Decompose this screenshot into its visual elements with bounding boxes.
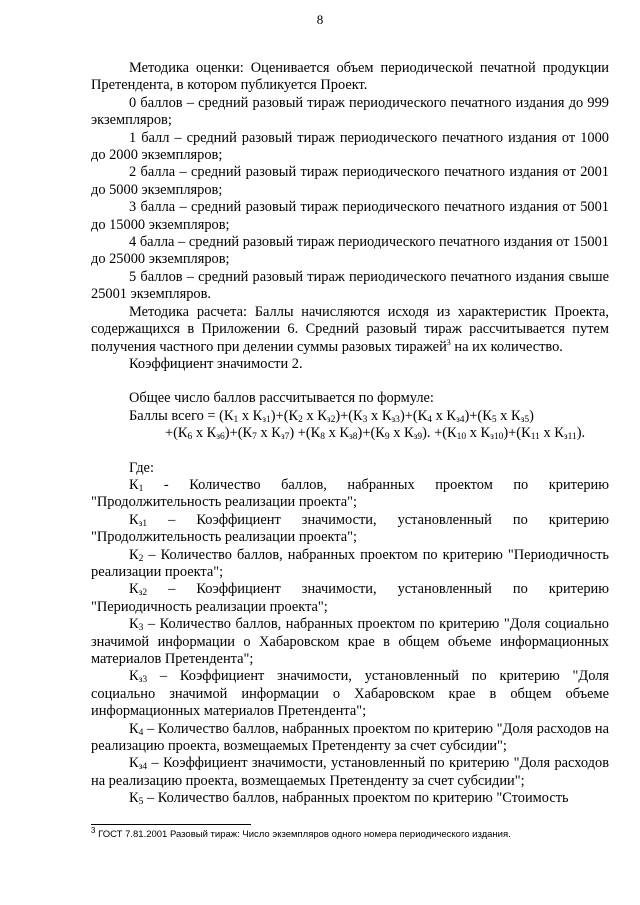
footnote-divider <box>91 824 251 825</box>
paragraph-score-2: 2 балла – средний разовый тираж периодического печатного издания от 2001 до 5000 экземпляров; <box>91 164 609 198</box>
paragraph-score-1: 1 балл – средний разовый тираж периодического печатного издания от 1000 до 2000 экземпляров; <box>91 129 609 164</box>
formula-line-1: Баллы всего = ($К_1$ x $К_{з1})+(К_2$ x $К_{з2})+(К_3$ x $К_{з3})+(К_4$ x $К_{з4})+(К_5$ x $К_{з5}$) <box>129 407 534 425</box>
criterion-kz2: $К_{з2}$ – Коэффициент значимости, установленный по критерию "Периодичность реализации проекта"; <box>91 581 609 615</box>
paragraph-score-4: 4 балла – средний разовый тираж периодического печатного издания от 15001 до 25000 экземпляров; <box>91 234 609 268</box>
criterion-k5: $К_5$ – Количество баллов, набранных проектом по критерию "Стоимость <box>129 790 569 808</box>
criterion-k1: $К_1$ - Количество баллов, набранных проектом по критерию "Продолжительность реализации проекта"; <box>91 476 609 511</box>
paragraph-coefficient: Коэффициент значимости 2. <box>129 355 303 372</box>
criterion-k4: $К_4$ – Количество баллов, набранных проектом по критерию "Доля расходов на реализацию проекта, возмещаемых Претенденту за счет субсидии"; <box>91 720 609 755</box>
criterion-k3: $К_3$ – Количество баллов, набранных проектом по критерию "Доля социально значимой информации о Хабаровском крае в общем объеме информационных материалов Претендента"; <box>91 616 609 667</box>
calculation-text-end: на их количество. <box>454 338 563 355</box>
criterion-kz3: $К_{з3}$ – Коэффициент значимости, установленный по критерию "Доля социально значимой информации о Хабаровском крае в общем объеме информационных материалов Претендента"; <box>91 668 609 720</box>
where-label: Где: <box>129 459 154 476</box>
footnote-marker: 3 <box>446 337 451 347</box>
criterion-k2: $К_2$ – Количество баллов, набранных проектом по критерию "Периодичность реализации проекта"; <box>91 546 609 580</box>
footnote <box>91 825 609 840</box>
page-number: 8 <box>316 12 324 27</box>
paragraph-score-0: 0 баллов – средний разовый тираж периодического печатного издания до 999 экземпляров; <box>91 94 609 129</box>
footnote-number: 3 <box>91 825 96 835</box>
paragraph-score-3: 3 балла – средний разовый тираж периодического печатного издания от 5001 до 15000 экземпляров; <box>91 199 609 233</box>
paragraph-method: Методика оценки: Оценивается объем периодической печатной продукции Претендента, в котором публикуется Проект. <box>91 60 609 94</box>
criterion-kz4: $К_{з4}$ – Коэффициент значимости, установленный по критерию "Доля расходов на реализацию проекта, возмещаемых Претенденту за счет субсидии"; <box>91 755 609 789</box>
formula-line-2: $+(К_6$ x $К_{з6})+(К_7$ x $К_{з7}) +(К_8$ x $К_{з8})+(К_9$ x $К_{з9}$). $+(К_{10}$ x $К_{з10})+(К_{11}$ x $К_{з11}$). <box>165 425 586 443</box>
paragraph-calculation <box>91 304 609 356</box>
formula-title: Общее число баллов рассчитывается по формуле: <box>129 390 434 407</box>
paragraph-score-5: 5 баллов – средний разовый тираж периодического печатного издания свыше 25001 экземпляров. <box>91 268 609 303</box>
criterion-kz1: $К_{з1}$ – Коэффициент значимости, установленный по критерию "Продолжительность реализации проекта"; <box>91 511 609 546</box>
document-body <box>91 60 609 808</box>
calculation-text: Методика расчета: Баллы начисляются исходя из характеристик Проекта, содержащихся в Приложении 6. Средний разовый тираж рассчитывается путем получения частного при делении суммы разовых тиражей <box>91 303 609 355</box>
footnote-text: ГОСТ 7.81.2001 Разовый тираж: Число экземпляров одного номера периодического издания. <box>98 829 511 840</box>
